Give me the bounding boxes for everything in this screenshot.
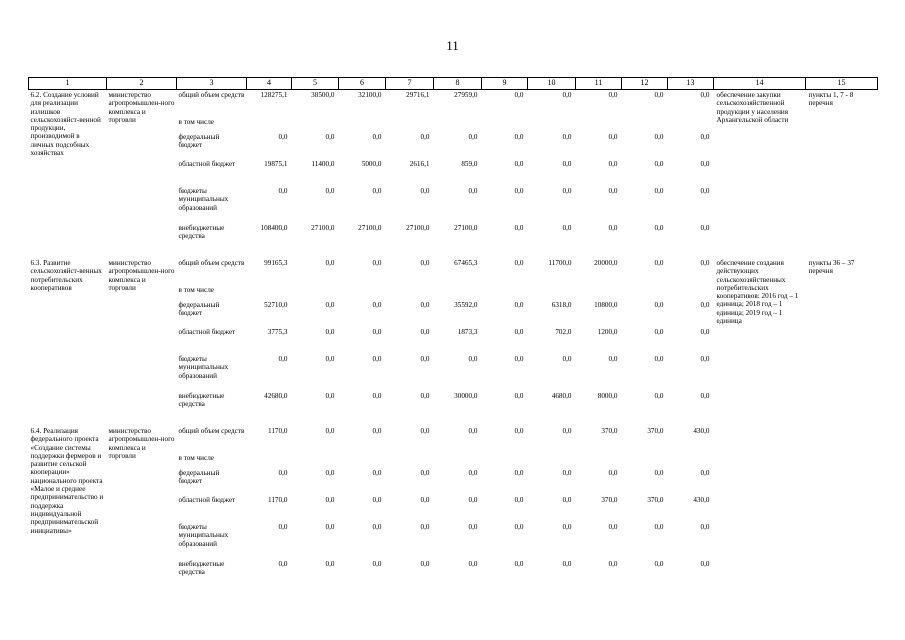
amount-cell: 0,0 — [514, 560, 524, 568]
amount-cell: 0,0 — [325, 392, 335, 400]
amount-cell: 0,0 — [514, 224, 524, 232]
funding-source-label: в том числе — [178, 286, 214, 294]
amount-cell — [668, 285, 714, 300]
amount-cell — [292, 285, 339, 300]
funding-source-label: федеральный бюджет — [178, 133, 220, 150]
column-header-4: 4 — [247, 78, 292, 90]
amount-cell: 27100,0 — [358, 224, 382, 232]
amount-cell: 27100,0 — [311, 224, 335, 232]
column-header-12: 12 — [622, 78, 668, 90]
amount-cell: 0,0 — [372, 133, 382, 141]
amount-cell: 0,0 — [514, 427, 524, 435]
amount-cell: 0,0 — [325, 560, 335, 568]
amount-cell: 0,0 — [654, 523, 664, 531]
amount-cell: 0,0 — [608, 469, 618, 477]
amount-cell: 128275,1 — [260, 91, 288, 99]
amount-cell: 0,0 — [608, 187, 618, 195]
amount-cell: 0,0 — [278, 355, 288, 363]
amount-cell — [668, 453, 714, 468]
amount-cell: 0,0 — [514, 496, 524, 504]
amount-cell: 0,0 — [700, 224, 710, 232]
column-header-13: 13 — [668, 78, 714, 90]
amount-cell — [528, 285, 576, 300]
amount-cell: 42680,0 — [264, 392, 288, 400]
amount-cell: 0,0 — [372, 328, 382, 336]
amount-cell: 0,0 — [325, 259, 335, 267]
amount-cell: 0,0 — [278, 133, 288, 141]
amount-cell: 0,0 — [325, 469, 335, 477]
amount-cell: 0,0 — [514, 392, 524, 400]
amount-cell: 2616,1 — [409, 160, 430, 168]
amount-cell: 35592,0 — [454, 301, 478, 309]
amount-cell: 0,0 — [562, 560, 572, 568]
amount-cell: 0,0 — [468, 469, 478, 477]
column-header-1: 1 — [29, 78, 107, 90]
amount-cell: 0,0 — [372, 187, 382, 195]
funding-source-label: областной бюджет — [178, 328, 236, 336]
amount-cell: 0,0 — [468, 133, 478, 141]
amount-cell: 32100,0 — [358, 91, 382, 99]
amount-cell: 702,0 — [555, 328, 572, 336]
measure-name: 6.4. Реализация федерального проекта «Создание системы поддержки фермеров и развитие сельской кооперации» национального проекта «Малое и среднее предпринимательство и поддержка индивидуальной предпринимательской инициативы» — [30, 427, 104, 535]
amount-cell: 0,0 — [654, 259, 664, 267]
amount-cell — [292, 453, 339, 468]
amount-cell: 0,0 — [654, 133, 664, 141]
amount-cell: 5000,0 — [361, 160, 382, 168]
column-header-row — [29, 78, 878, 90]
column-header-5: 5 — [292, 78, 339, 90]
amount-cell: 0,0 — [700, 469, 710, 477]
amount-cell — [339, 285, 386, 300]
amount-cell: 0,0 — [420, 328, 430, 336]
amount-cell: 859,0 — [461, 160, 478, 168]
column-header-10: 10 — [528, 78, 576, 90]
amount-cell — [482, 453, 528, 468]
column-header-15: 15 — [806, 78, 878, 90]
amount-cell: 0,0 — [325, 187, 335, 195]
amount-cell: 0,0 — [278, 523, 288, 531]
amount-cell: 0,0 — [514, 91, 524, 99]
column-header-3: 3 — [177, 78, 247, 90]
amount-cell: 27100,0 — [406, 224, 430, 232]
amount-cell: 0,0 — [325, 301, 335, 309]
funding-source-label: в том числе — [178, 454, 214, 462]
funding-source-label: в том числе — [178, 118, 214, 126]
amount-cell: 0,0 — [562, 224, 572, 232]
funding-source-label: общий объем средств — [178, 91, 245, 99]
amount-cell: 0,0 — [608, 133, 618, 141]
measure-name: 6.2. Создание условий для реализации излишков сельскохозяйст-венной продукции, производимой в личных подсобных хозяйствах — [30, 91, 101, 158]
amount-cell: 0,0 — [514, 523, 524, 531]
amount-cell: 0,0 — [654, 328, 664, 336]
amount-cell: 0,0 — [372, 301, 382, 309]
column-header-8: 8 — [434, 78, 482, 90]
funding-source-label: областной бюджет — [178, 496, 236, 504]
executor: министерство агропромышлен-ного комплекса и торговли — [108, 427, 175, 460]
amount-cell — [622, 453, 668, 468]
amount-cell: 8000,0 — [597, 392, 618, 400]
amount-cell: 0,0 — [700, 301, 710, 309]
amount-cell: 0,0 — [420, 523, 430, 531]
amount-cell: 370,0 — [601, 427, 618, 435]
amount-cell: 0,0 — [468, 355, 478, 363]
table-row — [29, 258, 878, 285]
amount-cell — [482, 117, 528, 132]
funding-source-label: бюджеты муниципальных образований — [178, 355, 229, 380]
amount-cell: 0,0 — [514, 328, 524, 336]
amount-cell: 370,0 — [647, 496, 664, 504]
amount-cell — [622, 117, 668, 132]
amount-cell: 6318,0 — [551, 301, 572, 309]
amount-cell: 0,0 — [562, 523, 572, 531]
measure-name: 6.3. Развитие сельскохозяйст-венных потребительских кооперативов — [30, 259, 102, 292]
amount-cell — [247, 285, 292, 300]
amount-cell: 27959,0 — [454, 91, 478, 99]
amount-cell: 0,0 — [654, 187, 664, 195]
amount-cell: 0,0 — [278, 187, 288, 195]
amount-cell: 0,0 — [420, 469, 430, 477]
amount-cell: 0,0 — [468, 523, 478, 531]
amount-cell: 0,0 — [514, 355, 524, 363]
amount-cell: 0,0 — [562, 91, 572, 99]
amount-cell: 99165,3 — [264, 259, 288, 267]
amount-cell: 0,0 — [468, 187, 478, 195]
amount-cell: 0,0 — [608, 355, 618, 363]
amount-cell — [528, 453, 576, 468]
amount-cell — [576, 117, 622, 132]
amount-cell: 0,0 — [325, 427, 335, 435]
amount-cell: 0,0 — [468, 496, 478, 504]
amount-cell: 370,0 — [601, 496, 618, 504]
amount-cell: 0,0 — [654, 560, 664, 568]
amount-cell: 1200,0 — [597, 328, 618, 336]
amount-cell: 0,0 — [654, 469, 664, 477]
amount-cell: 4680,0 — [551, 392, 572, 400]
column-header-6: 6 — [339, 78, 386, 90]
amount-cell: 0,0 — [562, 160, 572, 168]
amount-cell — [386, 117, 434, 132]
amount-cell: 67465,3 — [454, 259, 478, 267]
amount-cell: 0,0 — [468, 427, 478, 435]
amount-cell: 0,0 — [514, 259, 524, 267]
amount-cell: 0,0 — [700, 160, 710, 168]
amount-cell: 0,0 — [372, 427, 382, 435]
funding-source-label: общий объем средств — [178, 427, 245, 435]
funding-source-label: внебюджетные средства — [178, 392, 225, 409]
amount-cell: 0,0 — [608, 91, 618, 99]
amount-cell: 0,0 — [700, 523, 710, 531]
amount-cell: 0,0 — [654, 91, 664, 99]
amount-cell — [339, 117, 386, 132]
amount-cell — [576, 285, 622, 300]
amount-cell: 0,0 — [608, 523, 618, 531]
amount-cell: 0,0 — [562, 427, 572, 435]
expected-result: обеспечение создания действующих сельскохозяйственных потребительских кооперативов: 2016 год – 1 единица; 2018 год – 1 единица; 2019 год – 1 единица — [716, 259, 799, 326]
amount-cell — [386, 285, 434, 300]
expected-result — [714, 426, 806, 588]
amount-cell: 0,0 — [562, 469, 572, 477]
amount-cell: 0,0 — [420, 355, 430, 363]
executor: министерство агропромышлен-ного комплекса и торговли — [108, 259, 175, 292]
amount-cell: 0,0 — [654, 160, 664, 168]
amount-cell: 29716,1 — [406, 91, 430, 99]
amount-cell — [292, 117, 339, 132]
amount-cell: 0,0 — [608, 160, 618, 168]
amount-cell — [247, 453, 292, 468]
amount-cell: 0,0 — [420, 560, 430, 568]
column-header-7: 7 — [386, 78, 434, 90]
amount-cell: 0,0 — [278, 469, 288, 477]
amount-cell: 0,0 — [608, 560, 618, 568]
amount-cell: 38500,0 — [311, 91, 335, 99]
amount-cell: 0,0 — [562, 133, 572, 141]
amount-cell: 0,0 — [700, 355, 710, 363]
amount-cell: 0,0 — [420, 392, 430, 400]
amount-cell: 0,0 — [468, 560, 478, 568]
amount-cell: 3775,3 — [267, 328, 288, 336]
funding-source-label: внебюджетные средства — [178, 224, 225, 241]
funding-source-label: общий объем средств — [178, 259, 245, 267]
amount-cell: 0,0 — [700, 187, 710, 195]
column-header-14: 14 — [714, 78, 806, 90]
funding-source-label: бюджеты муниципальных образований — [178, 523, 229, 548]
amount-cell: 0,0 — [372, 560, 382, 568]
page-number: 11 — [446, 38, 459, 53]
amount-cell: 1170,0 — [268, 496, 288, 504]
amount-cell — [576, 453, 622, 468]
amount-cell: 0,0 — [562, 355, 572, 363]
amount-cell: 0,0 — [654, 224, 664, 232]
amount-cell: 0,0 — [514, 469, 524, 477]
amount-cell: 0,0 — [700, 91, 710, 99]
amount-cell: 0,0 — [420, 133, 430, 141]
amount-cell: 0,0 — [654, 301, 664, 309]
amount-cell — [434, 453, 482, 468]
reference-items — [806, 426, 878, 588]
amount-cell: 0,0 — [514, 133, 524, 141]
amount-cell — [247, 117, 292, 132]
reference-items: пункты 1, 7 - 8 перечня — [808, 91, 854, 108]
amount-cell: 430,0 — [693, 496, 710, 504]
amount-cell: 0,0 — [372, 496, 382, 504]
amount-cell: 0,0 — [654, 355, 664, 363]
funding-source-label: бюджеты муниципальных образований — [178, 187, 229, 212]
amount-cell: 0,0 — [372, 523, 382, 531]
amount-cell: 0,0 — [420, 187, 430, 195]
amount-cell: 11700,0 — [548, 259, 572, 267]
amount-cell: 0,0 — [654, 392, 664, 400]
amount-cell — [339, 453, 386, 468]
column-header-9: 9 — [482, 78, 528, 90]
amount-cell: 0,0 — [325, 523, 335, 531]
amount-cell — [386, 453, 434, 468]
amount-cell: 0,0 — [700, 133, 710, 141]
amount-cell: 0,0 — [325, 328, 335, 336]
amount-cell: 0,0 — [514, 301, 524, 309]
amount-cell: 0,0 — [608, 224, 618, 232]
funding-source-label: областной бюджет — [178, 160, 236, 168]
amount-cell: 0,0 — [325, 133, 335, 141]
amount-cell — [668, 117, 714, 132]
amount-cell: 0,0 — [514, 187, 524, 195]
amount-cell: 0,0 — [700, 392, 710, 400]
amount-cell: 430,0 — [693, 427, 710, 435]
amount-cell: 0,0 — [514, 160, 524, 168]
amount-cell: 0,0 — [278, 560, 288, 568]
amount-cell: 52710,0 — [264, 301, 288, 309]
amount-cell — [622, 285, 668, 300]
amount-cell: 0,0 — [700, 560, 710, 568]
amount-cell: 0,0 — [325, 496, 335, 504]
amount-cell: 0,0 — [420, 496, 430, 504]
amount-cell: 0,0 — [372, 392, 382, 400]
column-header-11: 11 — [576, 78, 622, 90]
amount-cell: 0,0 — [372, 259, 382, 267]
amount-cell: 10800,0 — [594, 301, 618, 309]
amount-cell: 0,0 — [562, 496, 572, 504]
amount-cell — [482, 285, 528, 300]
funding-table — [28, 77, 878, 588]
amount-cell — [434, 285, 482, 300]
amount-cell: 1170,0 — [268, 427, 288, 435]
amount-cell: 27100,0 — [454, 224, 478, 232]
amount-cell: 0,0 — [420, 427, 430, 435]
funding-source-label: федеральный бюджет — [178, 469, 220, 486]
amount-cell: 0,0 — [700, 259, 710, 267]
table-row — [29, 426, 878, 453]
executor: министерство агропромышлен-ного комплекса и торговли — [108, 91, 175, 124]
amount-cell — [434, 117, 482, 132]
column-header-2: 2 — [107, 78, 177, 90]
amount-cell: 0,0 — [372, 355, 382, 363]
funding-source-label: внебюджетные средства — [178, 560, 225, 577]
reference-items: пункты 36 – 37 перечня — [808, 259, 855, 276]
amount-cell: 0,0 — [420, 301, 430, 309]
amount-cell: 0,0 — [372, 469, 382, 477]
amount-cell: 20000,0 — [594, 259, 618, 267]
amount-cell: 11400,0 — [311, 160, 335, 168]
amount-cell: 0,0 — [700, 328, 710, 336]
table-row — [29, 90, 878, 118]
amount-cell: 108400,0 — [260, 224, 288, 232]
amount-cell: 30000,0 — [454, 392, 478, 400]
expected-result: обеспечение закупки сельскохозяйственной продукции у населения Архангельской области — [716, 91, 789, 124]
amount-cell: 370,0 — [647, 427, 664, 435]
amount-cell — [528, 117, 576, 132]
amount-cell: 1873,3 — [457, 328, 478, 336]
funding-source-label: федеральный бюджет — [178, 301, 220, 318]
amount-cell: 0,0 — [562, 187, 572, 195]
amount-cell: 0,0 — [420, 259, 430, 267]
amount-cell: 19875,1 — [264, 160, 288, 168]
amount-cell: 0,0 — [325, 355, 335, 363]
